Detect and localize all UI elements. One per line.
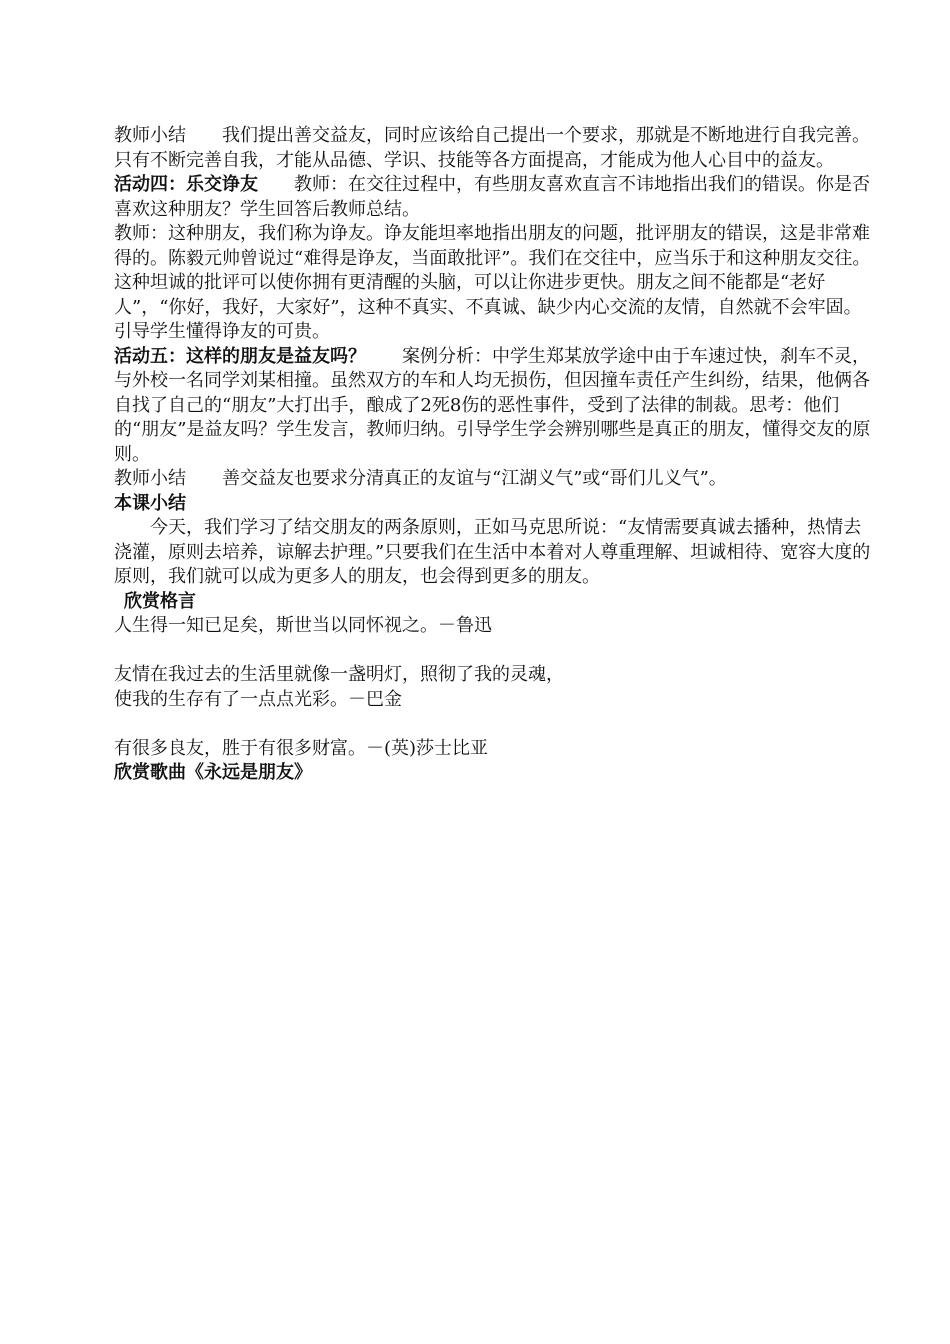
- song-heading: 欣赏歌曲《永远是朋友》: [114, 762, 312, 783]
- teacher-zhengyou-paragraph: 教师：这种朋友，我们称为诤友。诤友能坦率地指出朋友的问题，批评朋友的错误，这是非常难得的。陈毅元帅曾说过“难得是诤友，当面敢批评”。我们在交往中，应当乐于和这种朋友交往。这种坦诚的批评可以使你拥有更清醒的头脑，可以让你进步更快。朋友之间不能都是“老好人”，“你好，我好，大家好”，这种不真实、不真诚、缺少内心交流的友情，自然就不会牢固。引导学生懂得诤友的可贵。: [114, 223, 871, 342]
- lesson-summary-text: 今天，我们学习了结交朋友的两条原则，正如马克思所说：“友情需要真诚去播种，热情去浇灌，原则去培养，谅解去护理。”只要我们在生活中本着对人尊重理解、坦诚相待、宽容大度的原则，我们就可以成为更多人的朋友，也会得到更多的朋友。: [114, 517, 871, 587]
- quote-bajin-line-1: 友情在我过去的生活里就像一盏明灯，照彻了我的灵魂，: [114, 664, 564, 685]
- quotes-heading: 欣赏格言: [124, 590, 196, 612]
- spacer: [114, 639, 874, 664]
- document-body: [114, 124, 874, 786]
- teacher-summary-1: 教师小结 我们提出善交益友，同时应该给自己提出一个要求，那就是不断地进行自我完善。只有不断完善自我，才能从品德、学识、技能等各方面提高，才能成为他人心目中的益友。: [114, 125, 870, 171]
- activity-4-paragraph: [114, 173, 874, 222]
- quote-shakespeare: 有很多良友，胜于有很多财富。－(英)莎士比亚: [114, 737, 489, 759]
- activity-4-text: 教师：在交往过程中，有些朋友喜欢直言不讳地指出我们的错误。你是否喜欢这种朋友？学生回答后教师总结。: [114, 174, 870, 220]
- lesson-summary-heading: 本课小结: [114, 492, 186, 514]
- activity-5-text: 案例分析：中学生郑某放学途中由于车速过快，刹车不灵，与外校一名同学刘某相撞。虽然双方的车和人均无损伤，但因撞车责任产生纠纷，结果，他俩各自找了自己的“朋友”大打出手，酿成了2死8伤的恶性事件，受到了法律的制裁。思考：他们的“朋友”是益友吗？学生发言，教师归纳。引导学生学会辨别哪些是真正的朋友，懂得交友的原则。: [114, 345, 871, 465]
- teacher-summary-2: 教师小结 善交益友也要求分清真正的友谊与“江湖义气”或“哥们儿义气”。: [114, 468, 727, 489]
- activity-5-heading: 活动五：这样的朋友是益友吗？: [114, 345, 366, 367]
- activity-4-heading: 活动四：乐交诤友: [114, 174, 258, 195]
- quote-bajin-line-2: 使我的生存有了一点点光彩。－巴金: [114, 688, 402, 710]
- quote-luxun: 人生得一知已足矣，斯世当以同怀视之。－鲁迅: [114, 615, 492, 636]
- activity-5-paragraph: [114, 345, 874, 468]
- spacer: [114, 712, 874, 737]
